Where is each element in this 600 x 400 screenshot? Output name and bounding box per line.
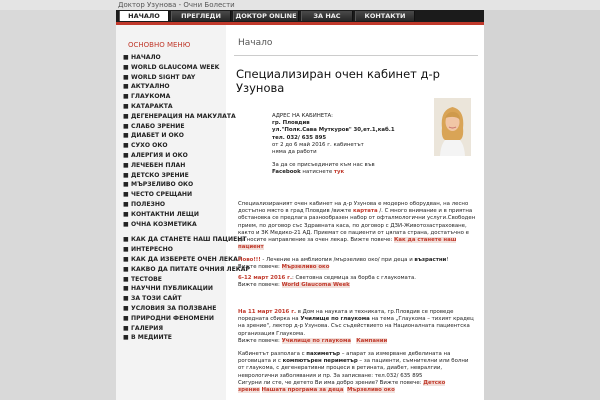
facebook-label: Facebook: [272, 169, 301, 176]
address-street: ул."Полк.Сава Муткуров" 30,ет.1,каб.1: [272, 127, 395, 134]
square-bullet-icon: ■: [123, 181, 129, 189]
sidebar-item[interactable]: [120, 304, 220, 314]
sidebar-item-label: ПРИРОДНИ ФЕНОМЕНИ: [131, 314, 214, 322]
sidebar-item-label: АЛЕРГИЯ И ОКО: [131, 151, 188, 159]
sidebar-item[interactable]: [120, 82, 220, 92]
see-more-label-1: Вижте повече:: [238, 264, 282, 271]
child-vision-link[interactable]: Детско зрение: [238, 380, 446, 394]
lazy-eye-link-2[interactable]: Мързеливо око: [346, 387, 395, 394]
glaucoma-school-text-1: в Дом на науката и техниката, гр.Пловдив се проведе поредната сбирка на: [238, 309, 454, 323]
sidebar-item[interactable]: [120, 275, 220, 285]
perimeter: компютърен периметър: [282, 358, 358, 365]
sidebar-item[interactable]: [120, 294, 220, 304]
square-bullet-icon: ■: [123, 142, 129, 150]
sidebar-item[interactable]: [120, 73, 220, 83]
sidebar-item-label: НАЧАЛО: [131, 54, 161, 61]
main-content: [234, 25, 478, 400]
tab-examinations[interactable]: ПРЕГЛЕДИ: [171, 11, 231, 21]
sidebar-item-label: ДЕГЕНЕРАЦИЯ НА МАКУЛАТА: [131, 112, 236, 120]
news-amblyopia: [238, 257, 476, 271]
sidebar-item-label: КАКВО ДА ПИТАТЕ ОЧНИЯ ЛЕКАР: [131, 265, 250, 273]
square-bullet-icon: ■: [123, 132, 129, 140]
news-new-badge: Ново!!!: [238, 257, 261, 263]
address-label: АДРЕС НА КАБИНЕТА:: [272, 113, 333, 119]
tab-contacts[interactable]: КОНТАКТИ: [355, 11, 415, 21]
square-bullet-icon: ■: [123, 220, 129, 228]
square-bullet-icon: ■: [123, 295, 129, 303]
glaucoma-school-link[interactable]: Училище по глаукома: [281, 337, 352, 344]
sidebar-item[interactable]: [120, 314, 220, 324]
sidebar-item-label: ПОЛЕЗНО: [131, 200, 166, 208]
square-bullet-icon: ■: [123, 275, 129, 283]
sidebar-item[interactable]: [120, 190, 220, 200]
square-bullet-icon: ■: [123, 54, 129, 61]
sidebar-item-label: WORLD SIGHT DAY: [131, 73, 196, 81]
glaucoma-week-text: : Световна седмица за борба с глаукомата.: [292, 275, 417, 281]
sidebar-item[interactable]: [120, 161, 220, 171]
sidebar-item-label: ДИАБЕТ И ОКО: [131, 132, 184, 140]
sidebar-item-label: В МЕДИИТЕ: [131, 334, 172, 342]
square-bullet-icon: ■: [123, 102, 129, 110]
news-glaucoma-week: [238, 275, 476, 289]
sidebar-item-label: АКТУАЛНО: [131, 83, 170, 91]
glaucoma-school-text-2: на тема „Глаукома – тихият крадец на зрение", лектор д-р Узунова. Със съдействието на Националната пациентска организация Глаукома.: [238, 316, 474, 337]
square-bullet-icon: ■: [123, 210, 129, 218]
window-title-bar: [0, 0, 600, 10]
sidebar-item-label: ГЛАУКОМА: [131, 93, 171, 101]
sidebar-item[interactable]: [120, 92, 220, 102]
square-bullet-icon: ■: [123, 265, 129, 273]
pachymeter: пахиметър: [306, 351, 341, 357]
address-city: гр. Пловдив: [272, 120, 310, 127]
sidebar-item-label: КОНТАКТНИ ЛЕЩИ: [131, 210, 199, 218]
square-bullet-icon: ■: [123, 200, 129, 208]
tab-home[interactable]: НАЧАЛО: [119, 11, 169, 21]
sidebar-item-label: ИНТЕРЕСНО: [131, 246, 173, 254]
square-bullet-icon: ■: [123, 83, 129, 91]
sidebar-item[interactable]: [120, 333, 220, 343]
square-bullet-icon: ■: [123, 73, 129, 81]
glaucoma-school-name: Училище по глаукома: [300, 316, 370, 323]
top-navigation: [116, 10, 484, 22]
sidebar-item[interactable]: [120, 112, 236, 122]
news-glaucoma-school: [238, 309, 476, 345]
news-amblyopia-text: - Лечение на амблиопия /мързеливо око/ при деца и: [260, 257, 415, 263]
intro-paragraph: [238, 201, 476, 251]
sidebar-item-label: ТЕСТОВЕ: [131, 275, 162, 283]
sidebar-item[interactable]: [120, 210, 220, 220]
sidebar-item[interactable]: [120, 284, 220, 294]
sidebar-item-label: ЧЕСТО СРЕЩАНИ: [131, 191, 193, 199]
sidebar-title: ОСНОВНО МЕНЮ: [128, 41, 191, 49]
child-vision-text: Сигурни ли сте, че детето Ви има добро зрение? Вижте повече:: [238, 380, 424, 386]
sidebar-item[interactable]: [120, 245, 220, 255]
equipment-text-1: Кабинетът разполага с: [238, 351, 307, 357]
window-title: Доктор Узунова - Очни Болести: [118, 1, 235, 9]
sidebar-item-label: СУХО ОКО: [131, 142, 168, 150]
facebook-text: натиснете: [300, 169, 334, 176]
square-bullet-icon: ■: [123, 324, 129, 332]
address-phone: тел. 032/ 635 895: [272, 134, 327, 141]
sidebar-item-label: ГАЛЕРИЯ: [131, 324, 164, 332]
sidebar-item[interactable]: [120, 235, 247, 245]
sidebar-item[interactable]: [120, 255, 243, 265]
sidebar-item[interactable]: [120, 122, 220, 132]
doctor-portrait-icon: [434, 98, 471, 156]
glaucoma-week-date: 6-12 март 2016 г.: [238, 275, 293, 281]
sidebar-item-label: УСЛОВИЯ ЗА ПОЛЗВАНЕ: [131, 304, 217, 312]
intro-text-1: Специализираният очен кабинет на д-р Узунова е модерно оборудван, на лесно достъпно място в град Пловдив /вижте: [238, 201, 469, 215]
closure-note-2: няма да работи: [272, 149, 317, 156]
breadcrumb: Начало: [238, 38, 273, 48]
sidebar-item[interactable]: [120, 220, 220, 230]
square-bullet-icon: ■: [123, 236, 129, 244]
square-bullet-icon: ■: [123, 314, 129, 322]
sidebar-item-label: WORLD GLAUCOMA WEEK: [131, 63, 220, 71]
sidebar-item-label: ЛЕЧЕБЕН ПЛАН: [131, 161, 186, 169]
sidebar-item[interactable]: [120, 53, 220, 63]
sidebar-item-label: ОЧНА КОЗМЕТИКА: [131, 220, 197, 228]
glaucoma-week-link[interactable]: World Glaucoma Week: [281, 282, 350, 289]
tab-about[interactable]: ЗА НАС: [301, 11, 353, 21]
sidebar-item-label: СЛАБО ЗРЕНИЕ: [131, 122, 185, 130]
sidebar-item[interactable]: [120, 200, 220, 210]
tab-doctor-online[interactable]: ДОКТОР ONLINE: [233, 11, 299, 21]
child-vision-paragraph: [238, 380, 476, 394]
square-bullet-icon: ■: [123, 93, 129, 101]
sidebar-item[interactable]: [120, 180, 220, 190]
facebook-link[interactable]: тук: [333, 169, 345, 176]
square-bullet-icon: ■: [123, 246, 129, 254]
square-bullet-icon: ■: [123, 255, 129, 263]
news-exclaim: !: [446, 257, 449, 263]
facebook-line: [272, 169, 432, 176]
sidebar-item-label: ДЕТСКО ЗРЕНИЕ: [131, 171, 189, 179]
square-bullet-icon: ■: [123, 112, 129, 120]
clinic-address: [272, 113, 432, 177]
see-more-label-2: Вижте повече:: [238, 282, 282, 289]
see-more-label-3: Вижте повече:: [238, 337, 282, 344]
sidebar-item[interactable]: [120, 151, 220, 161]
equipment-text-2: – апарат за измерване дебелината на роговицата и с: [238, 351, 451, 365]
intro-text-2: /. С много внимание и в приятна обстановка се предлага разнообразен набор от офталмологични услуги.Свободен прием, по договор със Здравната каса, по договор с ДЗИ-Животозастраховане, както и ЗК Медико-21 АД. Приемат се пациенти от цялата страна, достатъчно е да носите направление за очен лекар. Вижте повече:: [238, 208, 476, 244]
kids-program-link[interactable]: Нашата програма за деца: [261, 387, 344, 394]
square-bullet-icon: ■: [123, 171, 129, 179]
sidebar-item[interactable]: [120, 102, 220, 112]
sidebar-item-label: НАУЧНИ ПУБЛИКАЦИИ: [131, 285, 213, 293]
page-container: [116, 25, 484, 400]
square-bullet-icon: ■: [123, 151, 129, 159]
sidebar-item-label: ЗА ТОЗИ САЙТ: [131, 295, 182, 303]
page-background-right: [484, 10, 600, 400]
closure-note-1: от 2 до 6 май 2016 г. кабинетът: [272, 141, 364, 148]
sidebar-item[interactable]: [120, 265, 250, 275]
map-link[interactable]: картата: [352, 208, 378, 215]
square-bullet-icon: ■: [123, 161, 129, 169]
sidebar-item[interactable]: [120, 131, 220, 141]
square-bullet-icon: ■: [123, 63, 129, 71]
sidebar-item-label: КАК ДА СТАНЕТЕ НАШ ПАЦИЕНТ: [131, 236, 247, 244]
square-bullet-icon: ■: [123, 191, 129, 199]
breadcrumb-divider: [234, 55, 478, 56]
sidebar-item-label: МЪРЗЕЛИВО ОКО: [131, 181, 194, 189]
square-bullet-icon: ■: [123, 122, 129, 130]
lazy-eye-link[interactable]: Мързеливо око: [281, 264, 330, 271]
become-patient-link[interactable]: Как да станете наш пациент: [238, 237, 457, 251]
sidebar-item[interactable]: [120, 324, 220, 334]
sidebar-item[interactable]: [120, 171, 220, 181]
square-bullet-icon: ■: [123, 285, 129, 293]
sidebar-item-label: КАК ДА ИЗБЕРЕТЕ ОЧЕН ЛЕКАР: [131, 255, 243, 263]
sidebar-item[interactable]: [120, 141, 220, 151]
news-adults: възрастни: [414, 257, 447, 263]
page-title: Специализиран очен кабинет д-р Узунова: [236, 67, 440, 95]
equipment-text-3: – за пациенти, съмнителни или болни от глаукома, с дегенеративни процеси в ретината, диабет, невралгии, неврологични заболявания и пр. За записване: тел.032/ 635 895: [238, 358, 469, 379]
glaucoma-school-date: На 11 март 2016 г.: [238, 309, 297, 315]
doctor-photo: [434, 98, 471, 156]
square-bullet-icon: ■: [123, 334, 129, 342]
sidebar-item[interactable]: [120, 63, 220, 73]
campaigns-link[interactable]: Кампании: [356, 337, 388, 344]
square-bullet-icon: ■: [123, 304, 129, 312]
facebook-invite: За да се присъедините към нас във: [272, 162, 375, 169]
equipment-paragraph: [238, 351, 476, 380]
sidebar-item-label: КАТАРАКТА: [131, 102, 173, 110]
